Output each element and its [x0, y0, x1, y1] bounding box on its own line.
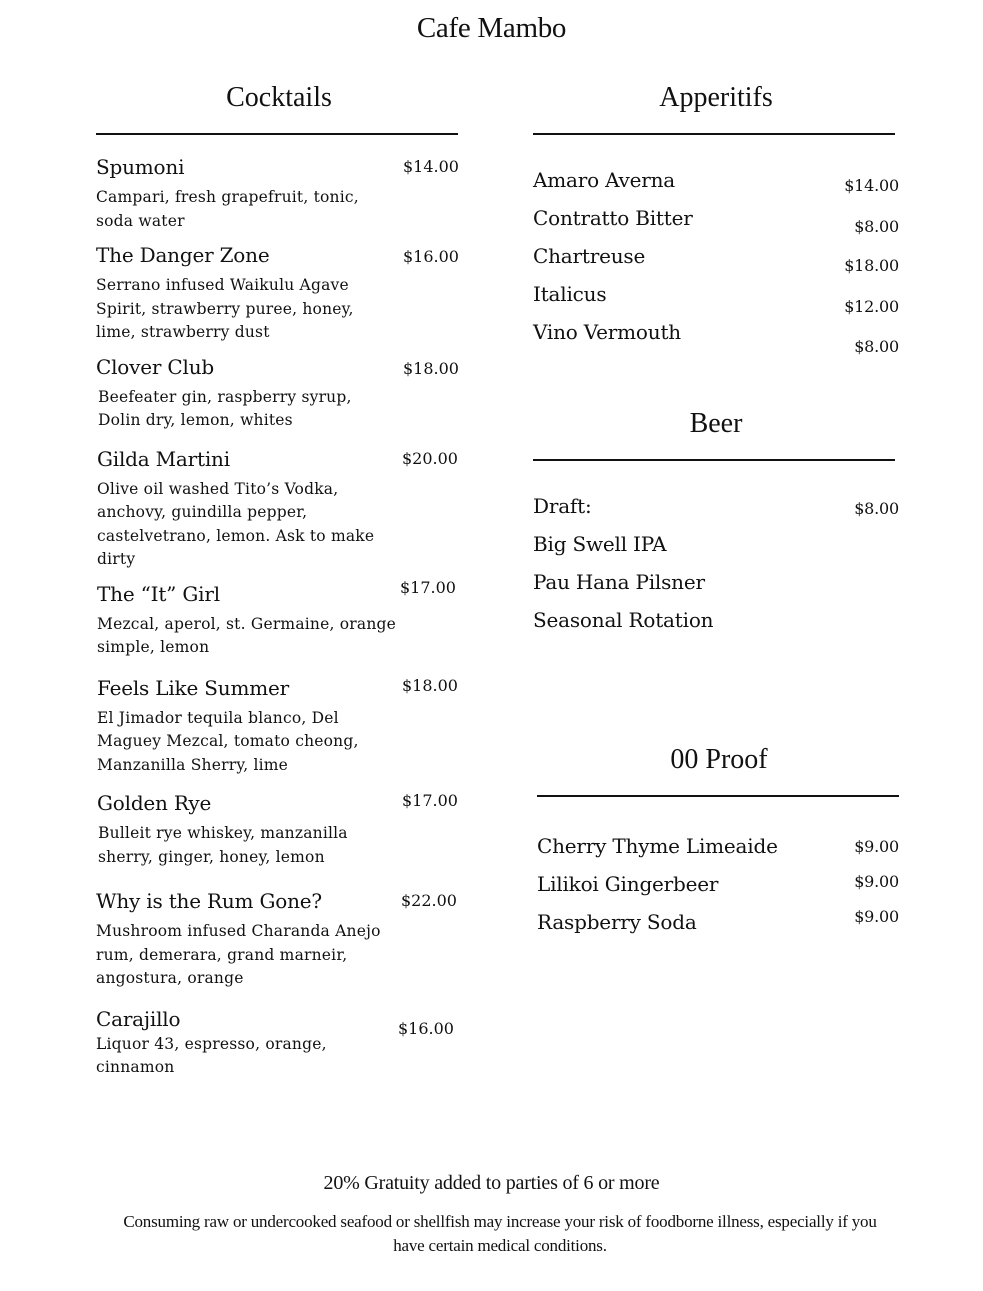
right-column — [533, 78, 899, 948]
apperitifs-list — [533, 168, 899, 358]
zero-proof-divider — [537, 795, 899, 797]
cocktail-price: $20.00 — [402, 448, 458, 468]
apperitif-item — [533, 282, 899, 320]
apperitif-price: $14.00 — [844, 176, 899, 195]
cocktail-price: $17.00 — [402, 791, 458, 810]
cocktail-item — [96, 447, 462, 572]
beer-item — [533, 532, 899, 570]
cocktail-item — [96, 155, 462, 233]
cocktail-price: $18.00 — [403, 358, 459, 378]
apperitif-name: Italicus — [533, 282, 607, 306]
menu-title: Cafe Mambo — [416, 12, 567, 44]
cocktails-divider — [96, 133, 458, 135]
beer-heading: Beer — [689, 408, 743, 439]
cocktail-description: Mushroom infused Charanda Anejo rum, demerara, grand marneir, angostura, orange — [96, 922, 381, 987]
apperitif-price: $12.00 — [844, 297, 899, 316]
cocktail-item — [96, 577, 462, 660]
apperitif-item — [533, 168, 899, 206]
cocktail-description: Mezcal, aperol, st. Germaine, orange simple, lemon — [97, 614, 396, 656]
cocktail-description: El Jimador tequila blanco, Del Maguey Mezcal, tomato cheong, Manzanilla Sherry, lime — [97, 708, 359, 774]
zero-proof-name: Cherry Thyme Limeaide — [537, 834, 778, 858]
zero-proof-item — [537, 907, 899, 948]
beer-price: $8.00 — [854, 499, 899, 518]
cocktail-description: Beefeater gin, raspberry syrup, Dolin dry, lemon, whites — [98, 387, 352, 429]
zero-proof-name: Lilikoi Gingerbeer — [537, 872, 719, 896]
zero-proof-price: $9.00 — [854, 872, 899, 891]
cocktail-description: Serrano infused Waikulu Agave Spirit, strawberry puree, honey, lime, strawberry dust — [96, 276, 354, 341]
beer-name: Draft: — [533, 494, 592, 518]
beer-item — [533, 608, 899, 646]
zero-proof-price: $9.00 — [854, 907, 899, 926]
zero-proof-heading: 00 Proof — [670, 744, 768, 775]
beer-name: Pau Hana Pilsner — [533, 570, 705, 594]
beer-item — [533, 570, 899, 608]
cocktail-item — [96, 889, 462, 991]
cocktails-column — [96, 78, 462, 1080]
cocktail-price: $17.00 — [400, 577, 456, 597]
cocktail-price: $16.00 — [403, 247, 459, 266]
apperitif-price: $8.00 — [854, 337, 899, 356]
cocktail-item — [96, 355, 462, 433]
cocktail-description: Liquor 43, espresso, orange, cinnamon — [96, 1034, 327, 1076]
cocktail-name: Golden Rye — [97, 791, 212, 815]
zero-proof-item — [537, 872, 899, 910]
cocktail-name: Spumoni — [96, 155, 185, 179]
apperitif-item — [533, 320, 899, 358]
beer-item — [533, 494, 899, 532]
cocktail-name: The Danger Zone — [96, 243, 270, 267]
apperitif-price: $8.00 — [854, 217, 899, 236]
apperitif-name: Amaro Averna — [533, 168, 676, 192]
cocktail-price: $22.00 — [401, 891, 457, 910]
apperitif-item — [533, 206, 899, 244]
cocktail-item — [96, 243, 462, 345]
cocktail-name: Carajillo — [96, 1006, 181, 1031]
cocktail-price: $18.00 — [402, 675, 458, 695]
cocktail-name: Gilda Martini — [97, 446, 230, 471]
cocktail-item — [96, 676, 462, 778]
beer-name: Seasonal Rotation — [533, 608, 714, 632]
zero-proof-item — [537, 834, 899, 872]
beer-list — [533, 494, 899, 646]
apperitif-price: $18.00 — [844, 256, 899, 275]
apperitifs-heading: Apperitifs — [659, 82, 773, 113]
cocktails-heading: Cocktails — [226, 82, 332, 113]
cocktail-description: Bulleit rye whiskey, manzanilla sherry, ginger, honey, lemon — [98, 824, 348, 866]
cocktail-name: The “It” Girl — [97, 581, 220, 606]
cocktail-item — [96, 1007, 462, 1080]
zero-proof-price: $9.00 — [854, 837, 899, 856]
beer-name: Big Swell IPA — [533, 532, 667, 556]
apperitif-name: Contratto Bitter — [533, 206, 693, 230]
apperitif-item — [533, 244, 899, 282]
cocktail-name: Feels Like Summer — [97, 675, 289, 700]
cocktail-name: Clover Club — [96, 354, 214, 379]
beer-divider — [533, 459, 895, 461]
cocktail-description: Campari, fresh grapefruit, tonic, soda water — [96, 188, 359, 230]
cocktail-name: Why is the Rum Gone? — [96, 889, 322, 913]
apperitifs-divider — [533, 133, 895, 135]
cocktail-price: $14.00 — [403, 157, 459, 176]
cocktail-item — [96, 791, 462, 869]
cocktail-description: Olive oil washed Tito’s Vodka, anchovy, guindilla pepper, castelvetrano, lemon. Ask to make dirty — [97, 479, 375, 568]
zero-proof-list — [537, 834, 899, 948]
cocktail-price: $16.00 — [398, 1018, 454, 1038]
gratuity-notice: 20% Gratuity added to parties of 6 or more — [323, 1172, 660, 1194]
zero-proof-name: Raspberry Soda — [537, 910, 697, 934]
apperitif-name: Chartreuse — [533, 244, 646, 268]
apperitif-name: Vino Vermouth — [533, 320, 681, 344]
health-warning: Consuming raw or undercooked seafood or shellfish may increase your risk of foodborne illness, especially if you have certain medical conditions. — [123, 1212, 877, 1255]
